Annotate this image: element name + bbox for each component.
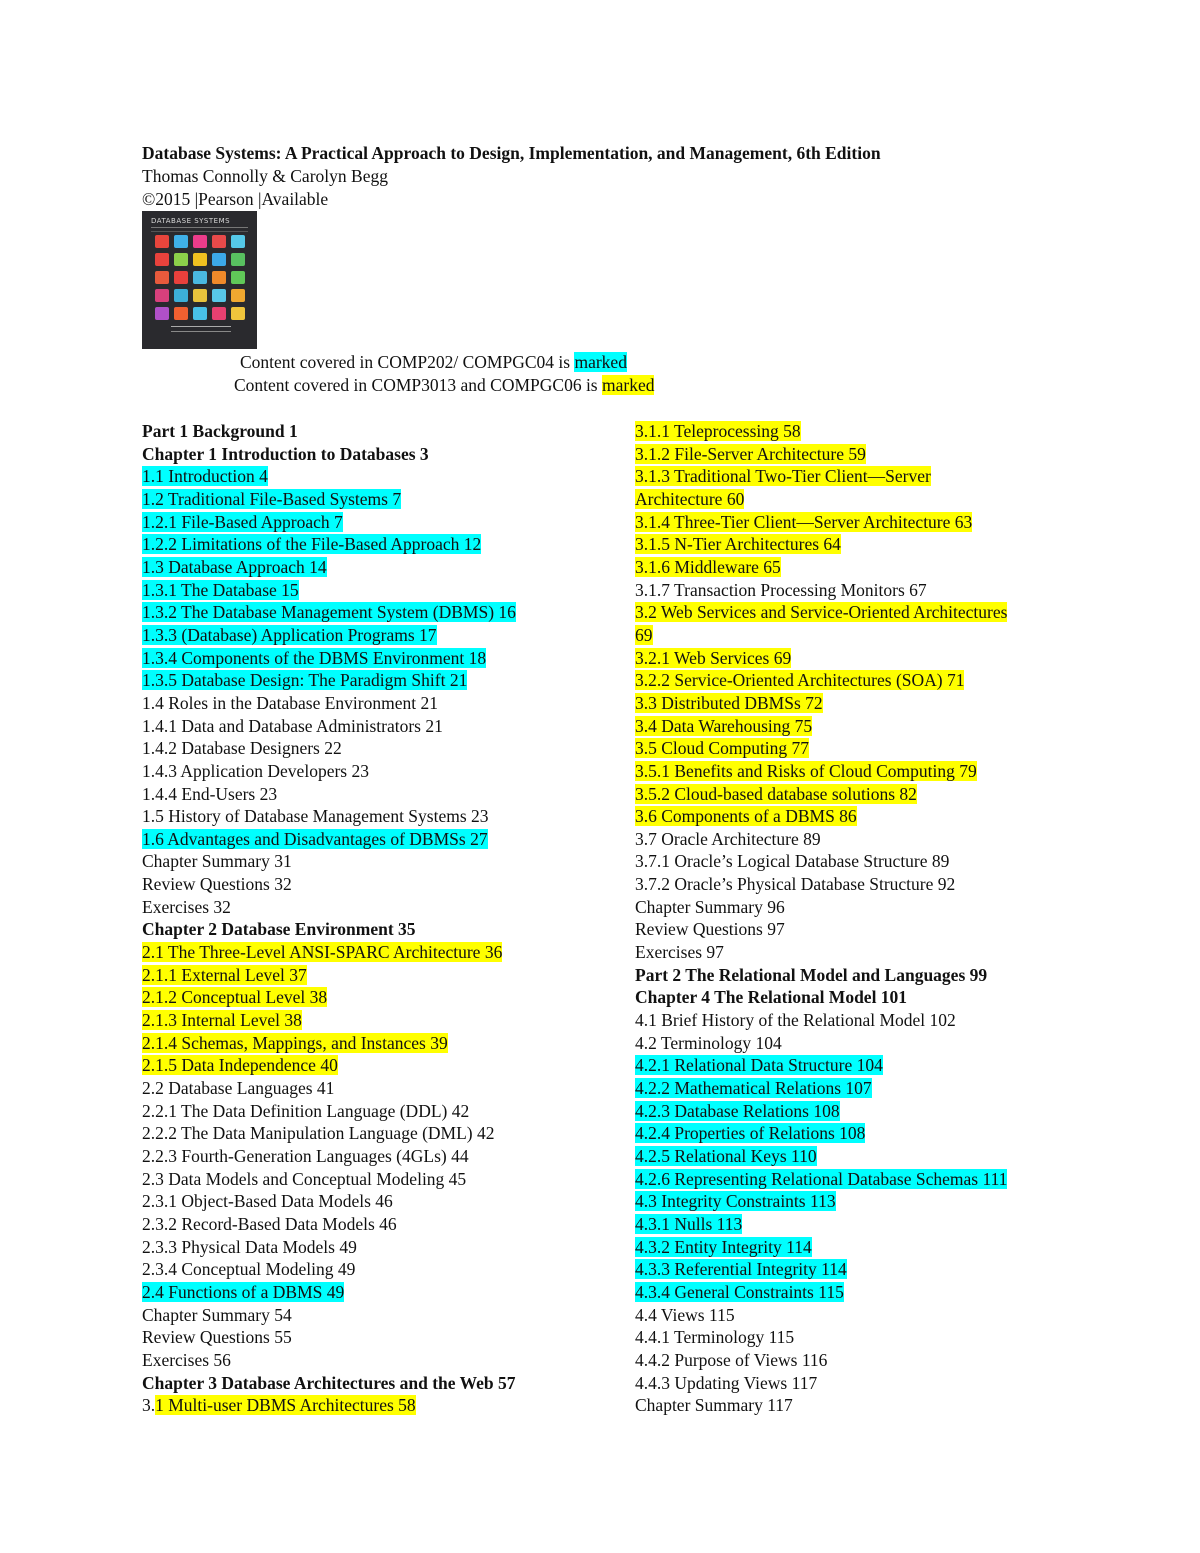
cover-tile-icon (231, 307, 245, 320)
toc-entry-text: 2.1.5 Data Independence 40 (142, 1055, 338, 1076)
toc-entry-text: 3.2.1 Web Services 69 (635, 647, 792, 668)
toc-entry (635, 579, 1075, 602)
toc-entry (635, 1032, 1075, 1055)
toc-entry-text: 3.5.1 Benefits and Risks of Cloud Computing 79 (635, 760, 977, 781)
toc-entry-text: Chapter 1 Introduction to Databases 3 (142, 443, 429, 464)
toc-entry-text: 1.3.5 Database Design: The Paradigm Shift 21 (142, 670, 468, 691)
cover-tile-icon (212, 271, 226, 284)
toc-entry (635, 692, 1075, 715)
toc-entry (635, 783, 1075, 806)
toc-entry (635, 1372, 1075, 1395)
toc-entry (142, 760, 612, 783)
toc-entry (142, 941, 612, 964)
cover-tile-icon (174, 271, 188, 284)
toc-entry-text: 3.1.1 Teleprocessing 58 (635, 421, 801, 441)
toc-entry-text: 3.4 Data Warehousing 75 (635, 715, 813, 736)
toc-entry-text: Chapter Summary 54 (142, 1304, 292, 1325)
toc-entry (142, 715, 612, 738)
toc-entry (635, 1394, 1075, 1417)
cover-tile-icon (231, 235, 245, 248)
cover-tile-icon (155, 289, 169, 302)
toc-entry-text: 1.1 Introduction 4 (142, 466, 268, 487)
toc-entry (635, 601, 1075, 624)
book-title: Database Systems: A Practical Approach to Design, Implementation, and Management, 6th Edition (142, 143, 881, 163)
toc-entry-text: 2.1.2 Conceptual Level 38 (142, 987, 328, 1008)
toc-entry-text: 2.1 The Three-Level ANSI-SPARC Architecture 36 (142, 942, 503, 963)
toc-entry (635, 624, 1075, 647)
toc-entry (635, 1304, 1075, 1327)
toc-entry-text: 3.7 Oracle Architecture 89 (635, 828, 821, 849)
cover-tile-icon (231, 253, 245, 266)
toc-entry-text: 3.2 Web Services and Service-Oriented Architectures (635, 602, 1008, 623)
toc-entry-text: 4.4.1 Terminology 115 (635, 1327, 795, 1348)
legend-cyan (240, 352, 627, 373)
toc-entry-text: 1.3.4 Components of the DBMS Environment 18 (142, 647, 487, 668)
toc-entry (142, 1349, 612, 1372)
toc-entry (635, 1258, 1075, 1281)
toc-entry-text: 3.2.2 Service-Oriented Architectures (SOA) 71 (635, 670, 965, 691)
toc-entry-text: Review Questions 97 (635, 919, 785, 940)
toc-entry (142, 1213, 612, 1236)
cover-tile-icon (231, 271, 245, 284)
toc-entry (635, 443, 1075, 466)
toc-entry (142, 1281, 612, 1304)
toc-entry-text: 4.2.3 Database Relations 108 (635, 1100, 840, 1121)
toc-entry (635, 556, 1075, 579)
toc-entry (635, 1236, 1075, 1259)
toc-entry (142, 1168, 612, 1191)
cover-tile-icon (212, 307, 226, 320)
toc-entry-text: 1.2.2 Limitations of the File-Based Approach 12 (142, 534, 482, 555)
toc-entry-text: Chapter Summary 96 (635, 896, 785, 917)
toc-entry (635, 1054, 1075, 1077)
toc-heading (142, 1372, 612, 1395)
toc-entry-text: Chapter 2 Database Environment 35 (142, 919, 416, 940)
cover-tile-icon (174, 235, 188, 248)
toc-entry-text: 2.3.2 Record-Based Data Models 46 (142, 1213, 397, 1234)
toc-entry (142, 1054, 612, 1077)
toc-entry-text: 4.4 Views 115 (635, 1304, 735, 1325)
toc-entry (142, 556, 612, 579)
legend-yellow (234, 375, 654, 396)
cover-tile-icon (174, 289, 188, 302)
toc-entry-text: 3.1.4 Three-Tier Client—Server Architecture 63 (635, 511, 973, 532)
toc-entry (635, 850, 1075, 873)
toc-entry-text: 4.3.3 Referential Integrity 114 (635, 1259, 847, 1280)
toc-entry-text: 4.4.3 Updating Views 117 (635, 1372, 818, 1393)
toc-entry (142, 1009, 612, 1032)
toc-entry (142, 873, 612, 896)
toc-entry-text: 1.5 History of Database Management Systems 23 (142, 806, 489, 827)
toc-entry (142, 896, 612, 919)
toc-heading (635, 986, 1075, 1009)
toc-entry (635, 1145, 1075, 1168)
toc-heading (142, 420, 612, 443)
toc-entry-text: Exercises 32 (142, 896, 231, 917)
toc-entry (635, 511, 1075, 534)
toc-entry (142, 1304, 612, 1327)
toc-entry (142, 1190, 612, 1213)
legend-cyan-marked: marked (574, 352, 627, 372)
cover-tile-icon (193, 253, 207, 266)
toc-entry (142, 986, 612, 1009)
toc-heading (142, 918, 612, 941)
toc-entry-text: 2.4 Functions of a DBMS 49 (142, 1281, 345, 1302)
toc-entry-text: 4.1 Brief History of the Relational Model 102 (635, 1010, 956, 1031)
toc-entry-text: 1.4.3 Application Developers 23 (142, 760, 369, 781)
toc-entry-text: 3.1.3 Traditional Two-Tier Client—Server (635, 466, 931, 487)
toc-entry-text: Part 1 Background 1 (142, 421, 298, 441)
cover-tile-icon (193, 307, 207, 320)
toc-entry-text: 4.3 Integrity Constraints 113 (635, 1191, 836, 1212)
toc-entry-text: Chapter 4 The Relational Model 101 (635, 987, 908, 1008)
toc-entry (142, 647, 612, 670)
toc-entry (635, 1326, 1075, 1349)
toc-entry-text: 2.1.1 External Level 37 (142, 964, 307, 985)
toc-entry-text: 4.2.6 Representing Relational Database Schemas 111 (635, 1168, 1008, 1189)
toc-heading (142, 443, 612, 466)
toc-entry (142, 533, 612, 556)
toc-entry-text: 3.5 Cloud Computing 77 (635, 738, 810, 759)
toc-entry (635, 1190, 1075, 1213)
book-cover-image (142, 211, 257, 349)
cover-icon-grid (155, 235, 248, 320)
toc-entry (142, 805, 612, 828)
toc-entry-text: 3.7.2 Oracle’s Physical Database Structure 92 (635, 874, 956, 895)
toc-entry-text: 2.3.3 Physical Data Models 49 (142, 1236, 357, 1257)
toc-entry (635, 533, 1075, 556)
toc-entry-text: 2.3.1 Object-Based Data Models 46 (142, 1191, 393, 1212)
toc-entry (635, 1349, 1075, 1372)
toc-entry (635, 873, 1075, 896)
toc-entry-text: 3.1.6 Middleware 65 (635, 556, 781, 577)
toc-entry (142, 1032, 612, 1055)
toc-entry-text: 4.2.5 Relational Keys 110 (635, 1146, 817, 1166)
toc-entry (142, 737, 612, 760)
legend-yellow-text: Content covered in COMP3013 and COMPGC06 is (234, 375, 602, 395)
cover-tile-icon (155, 271, 169, 284)
toc-entry-text: 69 (635, 624, 653, 645)
toc-entry (142, 964, 612, 987)
toc-entry-text: 1.4 Roles in the Database Environment 21 (142, 692, 438, 713)
toc-entry-text: 3.1.5 N-Tier Architectures 64 (635, 534, 841, 555)
cover-title: DATABASE SYSTEMS (151, 217, 231, 225)
toc-entry-text: Chapter Summary 31 (142, 851, 292, 872)
toc-entry (635, 420, 1075, 443)
toc-entry (142, 1258, 612, 1281)
toc-entry (635, 1213, 1075, 1236)
toc-entry-text: 2.1.4 Schemas, Mappings, and Instances 39 (142, 1032, 448, 1053)
toc-entry (635, 737, 1075, 760)
toc-entry (635, 1100, 1075, 1123)
publication-info: ©2015 |Pearson |Available (142, 189, 329, 209)
cover-subtitle-rule (151, 227, 248, 232)
toc-entry-text: Exercises 56 (142, 1349, 231, 1370)
toc-entry (142, 850, 612, 873)
toc-entry-text: 4.2.4 Properties of Relations 108 (635, 1123, 866, 1144)
toc-entry (142, 579, 612, 602)
toc-entry-text: 3.3 Distributed DBMSs 72 (635, 692, 823, 713)
cover-tile-icon (231, 289, 245, 302)
toc-entry-text: 1.3.1 The Database 15 (142, 579, 299, 600)
toc-entry (635, 1077, 1075, 1100)
toc-entry-text: Review Questions 32 (142, 874, 292, 895)
toc-entry (142, 1326, 612, 1349)
toc-entry (142, 511, 612, 534)
toc-entry-text: Architecture 60 (635, 488, 745, 509)
toc-entry (142, 1122, 612, 1145)
cover-tile-icon (212, 253, 226, 266)
toc-entry (142, 601, 612, 624)
toc-entry-text: Exercises 97 (635, 942, 724, 963)
toc-entry-text: 3.5.2 Cloud-based database solutions 82 (635, 783, 917, 804)
toc-entry (635, 465, 1075, 488)
toc-entry (142, 1100, 612, 1123)
toc-entry (635, 715, 1075, 738)
toc-entry-text: 2.3.4 Conceptual Modeling 49 (142, 1259, 356, 1280)
cover-tile-icon (174, 307, 188, 320)
toc-entry-text: 2.2.3 Fourth-Generation Languages (4GLs) 44 (142, 1146, 469, 1166)
toc-entry-text: 2.3 Data Models and Conceptual Modeling 45 (142, 1168, 467, 1189)
toc-entry-text: Chapter Summary 117 (635, 1395, 793, 1416)
toc-right-column (635, 420, 1075, 1417)
toc-entry-text: 1.3 Database Approach 14 (142, 556, 327, 577)
cover-tile-icon (212, 289, 226, 302)
toc-entry-text: 1.4.4 End-Users 23 (142, 783, 278, 804)
toc-entry-text: 1.2.1 File-Based Approach 7 (142, 511, 343, 532)
toc-entry-text: 1.3.3 (Database) Application Programs 17 (142, 624, 437, 645)
toc-entry (635, 669, 1075, 692)
toc-entry (635, 918, 1075, 941)
toc-entry (142, 1236, 612, 1259)
cover-tile-icon (193, 289, 207, 302)
toc-entry (635, 1122, 1075, 1145)
toc-entry (635, 941, 1075, 964)
toc-entry-text: 4.2 Terminology 104 (635, 1032, 782, 1053)
toc-entry (635, 828, 1075, 851)
toc-entry (635, 896, 1075, 919)
toc-entry-text: Chapter 3 Database Architectures and the Web 57 (142, 1372, 516, 1393)
toc-entry-text: 2.1.3 Internal Level 38 (142, 1010, 302, 1031)
toc-entry-text: 4.2.1 Relational Data Structure 104 (635, 1055, 883, 1076)
toc-entry (142, 465, 612, 488)
toc-entry-text: 3.7.1 Oracle’s Logical Database Structure 89 (635, 851, 950, 872)
toc-entry (635, 805, 1075, 828)
toc-entry (635, 1009, 1075, 1032)
toc-entry-text: 4.3.1 Nulls 113 (635, 1213, 743, 1234)
toc-entry (142, 783, 612, 806)
toc-heading (635, 964, 1075, 987)
cover-tile-icon (155, 235, 169, 248)
toc-entry-text: 3.1.7 Transaction Processing Monitors 67 (635, 579, 927, 600)
toc-entry (142, 828, 612, 851)
toc-entry-text: 1 Multi-user DBMS Architectures 58 (155, 1395, 416, 1416)
toc-entry-text: 2.2 Database Languages 41 (142, 1078, 335, 1099)
toc-entry-text: 1.2 Traditional File-Based Systems 7 (142, 488, 402, 509)
cover-tile-icon (193, 235, 207, 248)
toc-entry (635, 488, 1075, 511)
toc-left-column (142, 420, 612, 1417)
toc-entry-text: 4.4.2 Purpose of Views 116 (635, 1349, 828, 1370)
cover-tile-icon (155, 307, 169, 320)
cover-author-rule (171, 326, 231, 332)
toc-entry-text: 2.2.1 The Data Definition Language (DDL) 42 (142, 1100, 470, 1121)
toc-entry-text: 1.4.2 Database Designers 22 (142, 738, 342, 759)
toc-entry (142, 488, 612, 511)
toc-entry (142, 1145, 612, 1168)
toc-entry-text: 1.3.2 The Database Management System (DBMS) 16 (142, 602, 516, 623)
toc-entry (635, 760, 1075, 783)
toc-entry-text: 4.2.2 Mathematical Relations 107 (635, 1078, 872, 1099)
legend-cyan-text: Content covered in COMP202/ COMPGC04 is (240, 352, 575, 372)
toc-entry (635, 1281, 1075, 1304)
cover-tile-icon (193, 271, 207, 284)
toc-entry (142, 1394, 612, 1417)
toc-entry-text: 1.6 Advantages and Disadvantages of DBMSs 27 (142, 828, 488, 849)
legend-yellow-marked: marked (602, 375, 655, 395)
toc-entry-text: 3.6 Components of a DBMS 86 (635, 806, 857, 827)
toc-entry (635, 1168, 1075, 1191)
toc-entry-prefix: 3. (142, 1395, 156, 1416)
toc-entry-text: 2.2.2 The Data Manipulation Language (DML) 42 (142, 1123, 495, 1144)
cover-tile-icon (174, 253, 188, 266)
toc-entry-text: 3.1.2 File-Server Architecture 59 (635, 443, 866, 464)
toc-entry (142, 692, 612, 715)
toc-entry-text: 4.3.4 General Constraints 115 (635, 1281, 844, 1302)
toc-entry (142, 624, 612, 647)
toc-entry (142, 669, 612, 692)
toc-entry-text: Part 2 The Relational Model and Languages 99 (635, 964, 988, 985)
toc-entry (635, 647, 1075, 670)
cover-tile-icon (155, 253, 169, 266)
toc-entry-text: 1.4.1 Data and Database Administrators 21 (142, 715, 443, 736)
toc-entry-text: Review Questions 55 (142, 1327, 292, 1348)
book-authors: Thomas Connolly & Carolyn Begg (142, 166, 388, 186)
toc-entry (142, 1077, 612, 1100)
cover-tile-icon (212, 235, 226, 248)
toc-entry-text: 4.3.2 Entity Integrity 114 (635, 1236, 812, 1257)
